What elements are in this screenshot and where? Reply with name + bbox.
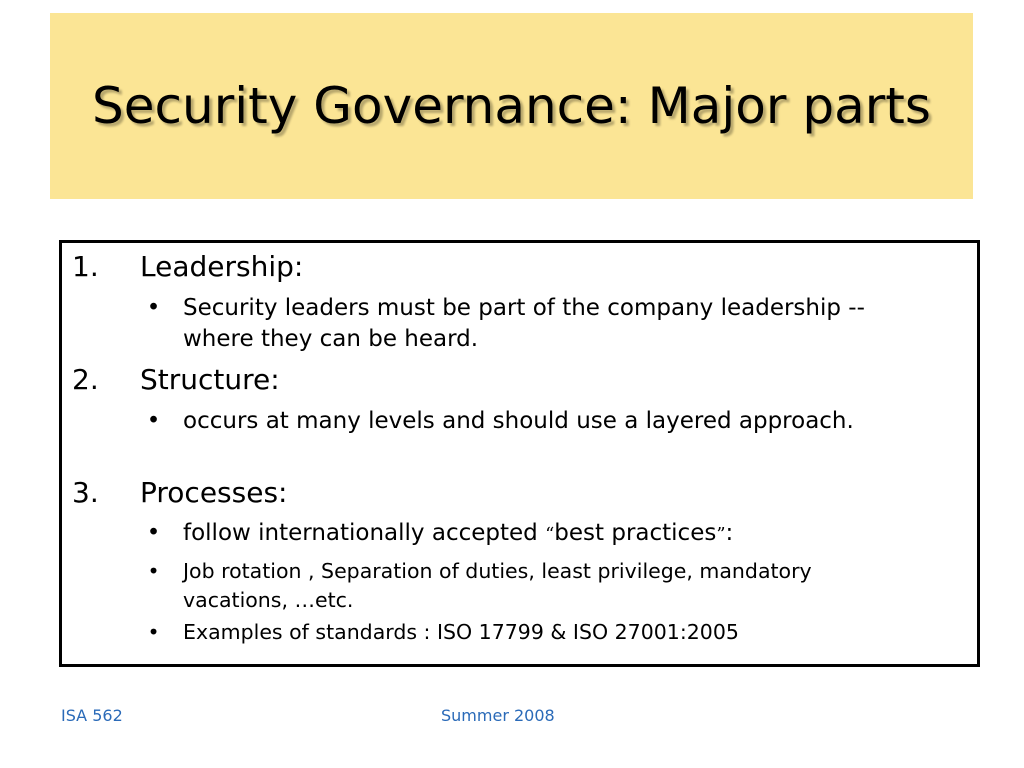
bullet-text: Examples of standards : ISO 17799 & ISO 27001:2005	[183, 620, 739, 644]
slide-title: Security Governance: Major parts	[92, 77, 931, 135]
title-banner	[50, 13, 973, 199]
bullet-icon: •	[146, 408, 161, 434]
bullet-text	[183, 518, 873, 550]
close-quote: ”	[716, 524, 726, 545]
bullet-text-main: follow internationally accepted	[183, 520, 538, 546]
bullet-text: Security leaders must be part of the company leadership -- where they can be heard.	[183, 295, 865, 352]
sub-bullet	[124, 406, 873, 437]
item-number: 1.	[72, 250, 99, 283]
sub-bullet	[124, 518, 873, 550]
list-item-leadership	[72, 251, 303, 283]
quoted-phrase: best practices	[554, 520, 717, 546]
bullet-text: Job rotation , Separation of duties, least privilege, mandatory vacations, …etc.	[183, 559, 812, 612]
footer-course: ISA 562	[61, 706, 123, 725]
bullet-text: occurs at many levels and should use a layered approach.	[183, 408, 854, 434]
list-item-structure	[72, 364, 280, 396]
item-label: Structure:	[140, 363, 280, 396]
item-number: 2.	[72, 363, 99, 396]
open-quote: “	[545, 524, 555, 545]
list-item-processes	[72, 477, 287, 509]
item-label: Leadership:	[140, 250, 304, 283]
bullet-icon: •	[147, 559, 160, 583]
sub-bullet	[124, 618, 873, 647]
sub-bullet	[124, 293, 873, 355]
colon: :	[725, 520, 734, 546]
bullet-icon: •	[147, 620, 160, 644]
bullet-icon: •	[146, 295, 161, 321]
footer-term: Summer 2008	[441, 706, 555, 725]
content-box	[59, 240, 980, 667]
item-number: 3.	[72, 476, 99, 509]
bullet-icon: •	[146, 520, 161, 546]
sub-bullet	[124, 557, 873, 615]
item-label: Processes:	[140, 476, 288, 509]
